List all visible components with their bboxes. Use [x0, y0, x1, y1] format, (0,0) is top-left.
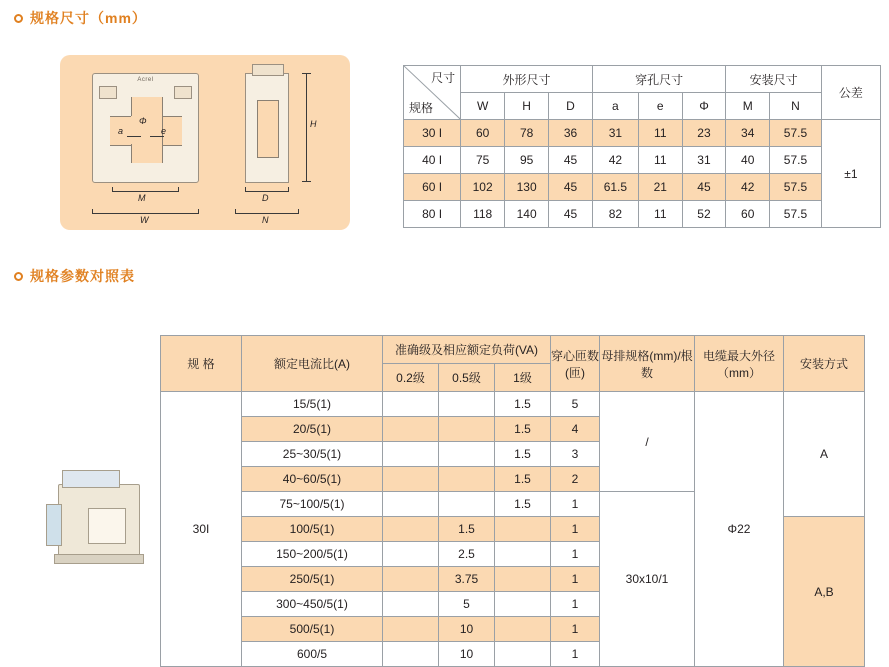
brand-label: Acrel: [137, 77, 154, 83]
table-row: [404, 174, 881, 201]
cell-mount-top: A: [784, 392, 865, 517]
cell-m: 34: [726, 120, 770, 147]
cell-w: 75: [461, 147, 505, 174]
cell-d: 45: [549, 174, 593, 201]
label-phi: Φ: [139, 116, 147, 126]
cell-acc02: [383, 417, 439, 442]
cell-n: 57.5: [770, 120, 822, 147]
cell-spec: 30 I: [404, 120, 461, 147]
cell-acc05: [439, 442, 495, 467]
dim-line-w: [92, 213, 198, 214]
cell-h: 130: [505, 174, 549, 201]
cell-ratio: 75~100/5(1): [242, 492, 383, 517]
table-row: [161, 392, 865, 417]
cell-acc02: [383, 517, 439, 542]
cell-acc02: [383, 442, 439, 467]
table-header-row-1: [404, 66, 881, 93]
cell-acc1: [495, 617, 551, 642]
cell-spec: 60 I: [404, 174, 461, 201]
group-header-outline: 外形尺寸: [461, 66, 593, 93]
cell-ratio: 500/5(1): [242, 617, 383, 642]
cell-e: 11: [638, 147, 682, 174]
cell-acc05: 10: [439, 617, 495, 642]
header-spec: 规 格: [161, 336, 242, 392]
cell-acc1: [495, 517, 551, 542]
table-row: [404, 120, 881, 147]
cell-turns: 1: [551, 542, 600, 567]
cell-acc02: [383, 542, 439, 567]
cell-spec-30i: 30I: [161, 392, 242, 667]
cell-turns: 1: [551, 492, 600, 517]
cell-cable: Φ22: [695, 392, 784, 667]
cell-ratio: 40~60/5(1): [242, 467, 383, 492]
cell-acc05: 5: [439, 592, 495, 617]
cell-turns: 4: [551, 417, 600, 442]
cell-ratio: 300~450/5(1): [242, 592, 383, 617]
cell-phi: 45: [682, 174, 726, 201]
dim-line-d: [245, 191, 288, 192]
section-title-dimensions: [14, 8, 147, 28]
table-row: [404, 147, 881, 174]
cell-w: 118: [461, 201, 505, 228]
dim-line-n: [235, 213, 298, 214]
cell-h: 95: [505, 147, 549, 174]
cell-n: 57.5: [770, 201, 822, 228]
col-n: N: [770, 93, 822, 120]
cell-acc1: [495, 592, 551, 617]
cell-acc1: 1.5: [495, 467, 551, 492]
cell-acc1: 1.5: [495, 492, 551, 517]
cell-acc1: 1.5: [495, 392, 551, 417]
cell-acc1: 1.5: [495, 417, 551, 442]
col-a: a: [592, 93, 638, 120]
dim-line-m: [112, 191, 178, 192]
col-phi: Φ: [682, 93, 726, 120]
dim-line-h: [306, 73, 307, 181]
cell-tolerance: ±1: [821, 120, 880, 228]
cell-turns: 2: [551, 467, 600, 492]
cell-m: 60: [726, 201, 770, 228]
header-mount: 安装方式: [784, 336, 865, 392]
label-d: D: [262, 193, 269, 203]
cell-d: 45: [549, 201, 593, 228]
group-header-mount: 安装尺寸: [726, 66, 822, 93]
cell-turns: 1: [551, 642, 600, 667]
section-title-params-label: 规格参数对照表: [30, 268, 135, 284]
corner-bottom-label: 规格: [409, 101, 434, 115]
cell-turns: 5: [551, 392, 600, 417]
cell-a: 82: [592, 201, 638, 228]
cell-turns: 1: [551, 617, 600, 642]
label-a: a: [118, 126, 124, 136]
cell-busbar-top: /: [600, 392, 695, 492]
cell-turns: 1: [551, 567, 600, 592]
cell-acc05: [439, 392, 495, 417]
cell-w: 102: [461, 174, 505, 201]
cell-mount-bottom: A,B: [784, 517, 865, 667]
cell-a: 31: [592, 120, 638, 147]
cell-busbar-bottom: 30x10/1: [600, 492, 695, 667]
terminal-row: [99, 86, 192, 97]
col-w: W: [461, 93, 505, 120]
cell-acc1: [495, 542, 551, 567]
cell-acc1: 1.5: [495, 442, 551, 467]
cell-m: 40: [726, 147, 770, 174]
cell-a: 61.5: [592, 174, 638, 201]
header-tolerance: 公差: [821, 66, 880, 120]
side-view-drawing: [245, 73, 289, 183]
cell-ratio: 100/5(1): [242, 517, 383, 542]
cell-acc02: [383, 492, 439, 517]
front-view-drawing: [92, 73, 199, 183]
cell-acc02: [383, 642, 439, 667]
cell-spec: 40 I: [404, 147, 461, 174]
cell-ratio: 250/5(1): [242, 567, 383, 592]
cell-turns: 3: [551, 442, 600, 467]
group-header-hole: 穿孔尺寸: [592, 66, 725, 93]
product-photo: [40, 470, 145, 565]
cell-a: 42: [592, 147, 638, 174]
label-w: W: [140, 215, 149, 225]
dimension-drawing-panel: [60, 55, 350, 230]
cell-acc05: 2.5: [439, 542, 495, 567]
cell-ratio: 600/5: [242, 642, 383, 667]
cell-w: 60: [461, 120, 505, 147]
cell-phi: 23: [682, 120, 726, 147]
header-turns: 穿心匝数(匝): [551, 336, 600, 392]
cell-acc02: [383, 392, 439, 417]
cell-acc02: [383, 617, 439, 642]
cell-ratio: 25~30/5(1): [242, 442, 383, 467]
bullet-icon: [14, 14, 23, 23]
cell-acc1: [495, 642, 551, 667]
dimension-table: [403, 65, 881, 228]
cell-acc02: [383, 467, 439, 492]
cell-turns: 1: [551, 517, 600, 542]
header-cable: 电缆最大外径（mm）: [695, 336, 784, 392]
header-accuracy-1: 1级: [495, 364, 551, 392]
col-h: H: [505, 93, 549, 120]
cell-turns: 1: [551, 592, 600, 617]
label-h: H: [310, 119, 317, 129]
table-row: [404, 201, 881, 228]
header-ratio: 额定电流比(A): [242, 336, 383, 392]
cell-acc02: [383, 592, 439, 617]
label-m: M: [138, 193, 146, 203]
cell-acc05: 1.5: [439, 517, 495, 542]
table-header-row-1: [161, 336, 865, 364]
cell-acc05: [439, 492, 495, 517]
cell-acc05: 10: [439, 642, 495, 667]
section-title-params: [14, 266, 135, 286]
cell-n: 57.5: [770, 147, 822, 174]
col-e: e: [638, 93, 682, 120]
cell-e: 21: [638, 174, 682, 201]
cell-acc02: [383, 567, 439, 592]
cell-e: 11: [638, 201, 682, 228]
cell-acc05: [439, 467, 495, 492]
corner-cell: [404, 66, 461, 120]
cell-ratio: 150~200/5(1): [242, 542, 383, 567]
header-busbar: 母排规格(mm)/根数: [600, 336, 695, 392]
header-accuracy-group: 准确级及相应额定负荷(VA): [383, 336, 551, 364]
cell-n: 57.5: [770, 174, 822, 201]
label-n: N: [262, 215, 269, 225]
col-d: D: [549, 93, 593, 120]
cell-ratio: 15/5(1): [242, 392, 383, 417]
cell-acc05: [439, 417, 495, 442]
section-title-dimensions-label: 规格尺寸（mm）: [30, 10, 147, 26]
cell-d: 36: [549, 120, 593, 147]
header-accuracy-02: 0.2级: [383, 364, 439, 392]
cell-phi: 31: [682, 147, 726, 174]
cell-phi: 52: [682, 201, 726, 228]
cell-m: 42: [726, 174, 770, 201]
cell-ratio: 20/5(1): [242, 417, 383, 442]
col-m: M: [726, 93, 770, 120]
cell-spec: 80 I: [404, 201, 461, 228]
parameter-table: [160, 335, 865, 667]
cell-h: 78: [505, 120, 549, 147]
label-e: e: [161, 126, 167, 136]
cell-acc1: [495, 567, 551, 592]
bullet-icon: [14, 272, 23, 281]
cell-acc05: 3.75: [439, 567, 495, 592]
cell-e: 11: [638, 120, 682, 147]
cell-h: 140: [505, 201, 549, 228]
corner-top-label: 尺寸: [431, 71, 456, 85]
header-accuracy-05: 0.5级: [439, 364, 495, 392]
cell-d: 45: [549, 147, 593, 174]
table-header-row-2: [404, 93, 881, 120]
